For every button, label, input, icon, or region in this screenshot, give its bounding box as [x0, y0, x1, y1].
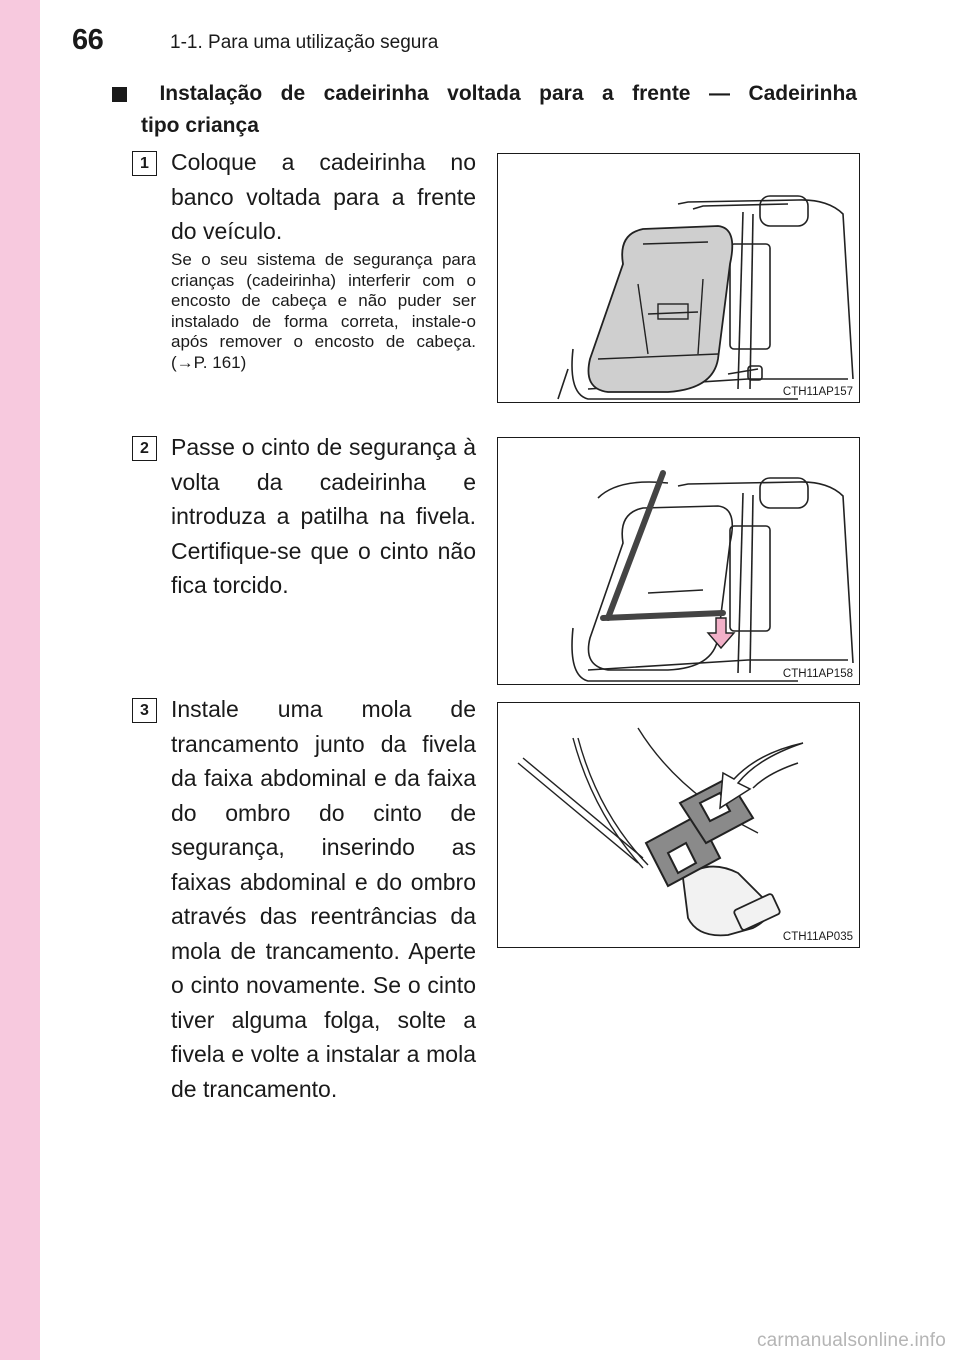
- seat-illustration: [498, 154, 860, 403]
- step-3-badge: 3: [132, 698, 157, 723]
- heading-dash: —: [708, 82, 730, 105]
- figure-code: CTH11AP157: [779, 386, 853, 398]
- page-number: 66: [72, 24, 104, 56]
- heading-line-2: tipo criança: [141, 114, 259, 137]
- watermark: carmanualsonline.info: [756, 1330, 946, 1351]
- heading-line-1: [112, 78, 857, 110]
- heading-bullet-icon: [112, 87, 127, 102]
- figure-code: CTH11AP158: [779, 668, 853, 680]
- clip-illustration: [498, 703, 860, 948]
- figure-belt-routing: [497, 437, 860, 685]
- section-header: 1-1. Para uma utilização segura: [170, 32, 439, 53]
- figure-locking-clip: [497, 702, 860, 948]
- heading-word: para: [539, 82, 584, 105]
- belt-illustration: [498, 438, 860, 685]
- figure-code: CTH11AP035: [779, 931, 853, 943]
- side-color-band: [0, 0, 40, 1360]
- step-2-text: Passe o cinto de segurança à volta da cadeirinha e introduza a patilha na fivela. Certifique-se que o cinto não fica torcido.: [171, 434, 476, 598]
- step-3-text: Instale uma mola de trancamento junto da fivela da faixa abdominal e da faixa do ombro do cinto de segurança, inserindo as faixas abdominal e do ombro através das reentrâncias da mola de trancamento. Aperte o cinto novamente. Se o cinto tiver alguma folga, solte a fivela e volte a instalar a mola de trancamento.: [171, 696, 476, 1102]
- figure-child-seat-front-facing: [497, 153, 860, 403]
- step-1-badge: 1: [132, 151, 157, 176]
- heading-word: Cadeirinha: [748, 82, 857, 105]
- heading-word: Instalação: [159, 82, 263, 105]
- heading-word: de: [280, 82, 306, 105]
- step-1-text: Coloque a cadeirinha no banco voltada para a frente do veículo.: [171, 149, 476, 244]
- step-2-badge: 2: [132, 436, 157, 461]
- heading-word: frente: [632, 82, 691, 105]
- heading-word: cadeirinha: [323, 82, 429, 105]
- heading-word: a: [601, 82, 614, 105]
- heading-word: voltada: [447, 82, 521, 105]
- step-1-note: Se o seu sistema de segurança para crianças (cadeirinha) interferir com o encosto de cabeça e não puder ser instalado de forma correta, instale-o após remover o encosto de cabeça. (→P. 161): [171, 250, 476, 372]
- section-heading: [112, 78, 857, 142]
